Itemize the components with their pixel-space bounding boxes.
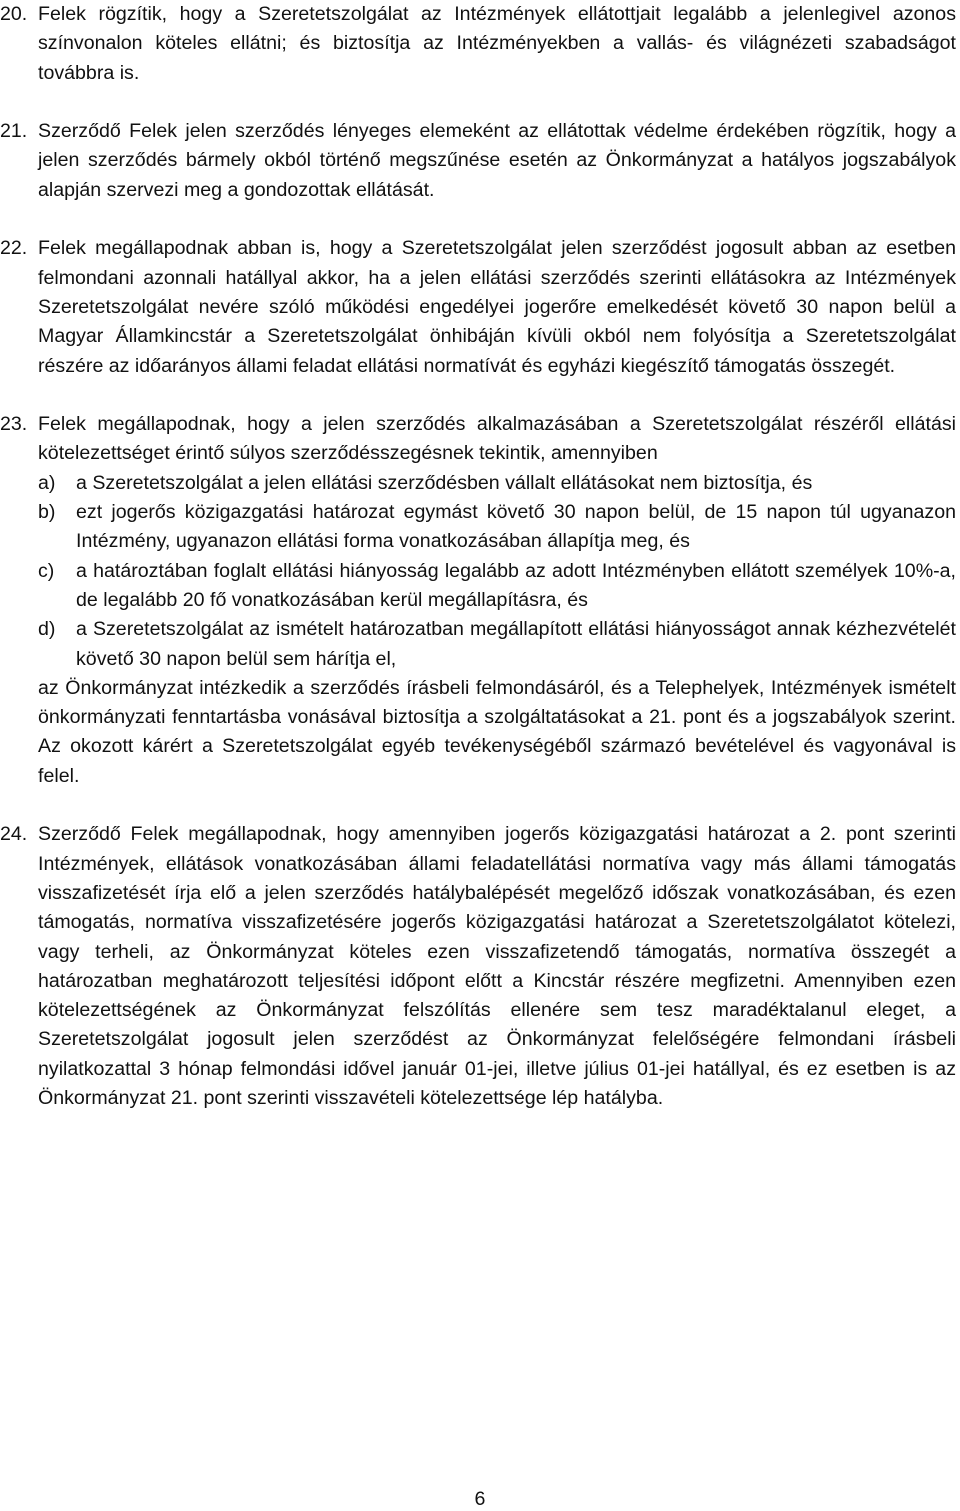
list-item-d <box>38 615 956 674</box>
list-item-text: a Szeretetszolgálat az ismételt határozatban megállapított ellátási hiányosságot annak kézhezvételét követő 30 napon belül sem hárítja el, <box>76 618 956 670</box>
clause-21 <box>0 117 956 205</box>
list-item-label: c) <box>38 559 55 582</box>
paragraph-gap <box>0 381 956 410</box>
list-item-text: a határoztában foglalt ellátási hiányosság legalább az adott Intézményben ellátott személyek 10%-a, de legalább 20 fő vonatkozásában kerül megállapításra, és <box>76 559 956 611</box>
paragraph-gap <box>0 205 956 234</box>
page-number: 6 <box>474 1488 486 1510</box>
clause-number: 23. <box>0 413 28 436</box>
clause-23 <box>0 410 956 791</box>
list-item-label: a) <box>38 471 56 494</box>
list-item-text: a Szeretetszolgálat a jelen ellátási szerződésben vállalt ellátásokat nem biztosítja, és <box>76 471 813 494</box>
clause-text: Felek rögzítik, hogy a Szeretetszolgálat az Intézmények ellátottjait legalább a jelenlegivel azonos színvonalon köteles ellátni; és biztosítja az Intézményekben a vallás- és világnézeti szabadságot továbbra is. <box>38 3 956 84</box>
paragraph-gap <box>0 88 956 117</box>
clause-content <box>38 410 956 791</box>
list-item-text: ezt jogerős közigazgatási határozat egymást követő 30 napon belül, de 15 napon túl ugyanazon Intézmény, ugyanazon ellátási forma vonatkozásában állapítja meg, és <box>76 501 956 553</box>
clause-24 <box>0 820 956 1113</box>
clause-closing-text: az Önkormányzat intézkedik a szerződés írásbeli felmondásáról, és a Telephelyek, Intézmények ismételt önkormányzati fenntartásba vonásával biztosítja a szolgáltatásokat a 21. pont és a jogszabályok szerint. Az okozott kárért a Szeretetszolgálat egyéb tevékenységéből származó bevételével és vagyonával is felel. <box>38 676 956 787</box>
list-item-label: d) <box>38 618 56 641</box>
clause-number: 24. <box>0 823 28 846</box>
clause-text: Felek megállapodnak, hogy a jelen szerződés alkalmazásában a Szeretetszolgálat részéről ellátási kötelezettséget érintő súlyos szerződésszegésnek tekintik, amennyiben <box>38 413 956 465</box>
clause-20 <box>0 0 956 88</box>
list-item-c <box>38 557 956 616</box>
clause-number: 21. <box>0 120 28 143</box>
clause-number: 22. <box>0 237 28 260</box>
list-item-b <box>38 498 956 557</box>
clause-text: Felek megállapodnak abban is, hogy a Szeretetszolgálat jelen szerződést jogosult abban az esetben felmondani azonnali hatállyal akkor, ha a jelen ellátási szerződés szerinti ellátásokra az Intézmények Szeretetszolgálat nevére szóló működési engedélyei jogerőre emelkedését követő 30 napon belül a Magyar Államkincstár a Szeretetszolgálat önhibáján kívüli okból nem folyósítja a Szeretetszolgálat részére az időarányos állami feladat ellátási normatívát és egyházi kiegészítő támogatás összegét. <box>38 237 956 377</box>
list-item-label: b) <box>38 501 56 524</box>
clause-number: 20. <box>0 3 28 25</box>
clause-22 <box>0 234 956 380</box>
list-item-a <box>38 469 956 498</box>
clause-text: Szerződő Felek megállapodnak, hogy amennyiben jogerős közigazgatási határozat a 2. pont szerinti Intézmények, ellátások vonatkozásában állami feladatellátási normatíva vagy más állami támogatás visszafizetését írja elő a jelen szerződés hatálybalépését megelőző időszak vonatkozásában, és ezen támogatás, normatíva visszafizetésére jogerős közigazgatási határozat a Szeretetszolgálatot kötelezi, vagy terheli, az Önkormányzat köteles ezen visszafizetendő támogatás, normatíva összegét a határozatban meghatározott teljesítési időpont előtt a Kincstár részére megfizetni. Amennyiben ezen kötelezettségének az Önkormányzat felszólítás ellenére sem tesz maradéktalanul eleget, a Szeretetszolgálat jogosult jelen szerződést az Önkormányzat felelőségére felmondani írásbeli nyilatkozattal 3 hónap felmondási idővel január 01-jei, illetve július 01-jei hatállyal, és ez esetben is az Önkormányzat 21. pont szerinti visszavételi kötelezettsége lép hatályba. <box>38 823 956 1109</box>
clause-text: Szerződő Felek jelen szerződés lényeges elemeként az ellátottak védelme érdekében rögzítik, hogy a jelen szerződés bármely okból történő megszűnése esetén az Önkormányzat a hatályos jogszabályok alapján szervezi meg a gondozottak ellátását. <box>38 120 956 201</box>
paragraph-gap <box>0 791 956 820</box>
